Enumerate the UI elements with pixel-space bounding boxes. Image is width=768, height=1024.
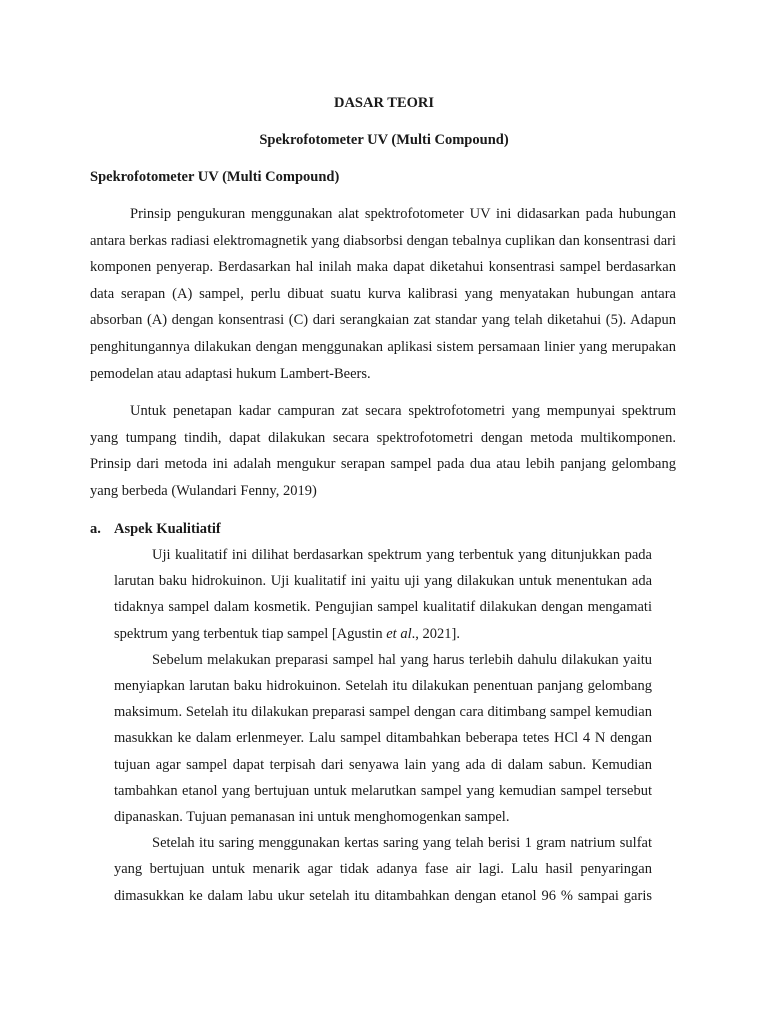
paragraph-1: Prinsip pengukuran menggunakan alat spektrofotometer UV ini didasarkan pada hubungan antara berkas radiasi elektromagnetik yang diabsorbsi dengan tebalnya cuplikan dan konsentrasi dari komponen penyerap. Berdasarkan hal inilah maka dapat diketahui konsentrasi sampel berdasarkan data serapan (A) sampel, perlu dibuat suatu kurva kalibrasi yang menyatakan hubungan antara absorban (A) dengan konsentrasi (C) dari serangkaian zat standar yang telah diketahui (5). Adapun penghitungannya dilakukan dengan menggunakan aplikasi sistem persamaan linier yang merupakan pemodelan atau adaptasi hukum Lambert-Beers. xyxy=(90,206,676,382)
subparagraph-1: Uji kualitatif ini dilihat berdasarkan spektrum yang terbentuk yang ditunjukkan pada larutan baku hidrokuinon. Uji kualitatif ini yaitu uji yang dilakukan untuk menentukan ada tidaknya sampel dalam kosmetik. Pengujian sampel kualitatif dilakukan dengan mengamati spektrum yang terbentuk tiap sampel [Agustin et al., 2021]. xyxy=(114,547,652,642)
subparagraph-3: Setelah itu saring menggunakan kertas saring yang telah berisi 1 gram natrium sulfat yang bertujuan untuk menarik agar tidak adanya fase air lagi. Lalu hasil penyaringan dimasukkan ke dalam labu ukur setelah itu ditambahkan dengan etanol 96 % sampai garis xyxy=(114,835,652,904)
section-title: Spekrofotometer UV (Multi Compound) xyxy=(90,169,340,185)
paragraph-2: Untuk penetapan kadar campuran zat secara spektrofotometri yang mempunyai spektrum yang tumpang tindih, dapat dilakukan secara spektrofotometri dengan metoda multikomponen. Prinsip dari metoda ini adalah mengukur serapan sampel pada dua atau lebih panjang gelombang yang berbeda (Wulandari Fenny, 2019) xyxy=(90,403,676,499)
subparagraph-2: Sebelum melakukan preparasi sampel hal yang harus terlebih dahulu dilakukan yaitu menyiapkan larutan baku hidrokuinon. Setelah itu dilakukan penentuan panjang gelombang maksimum. Setelah itu dilakukan preparasi sampel dengan cara ditimbang sampel kemudian masukkan ke dalam erlenmeyer. Lalu sampel ditambahkan beberapa tetes HCl 4 N dengan tujuan agar sampel dapat terpisah dari senyawa lain yang ada di dalam sabun. Kemudian tambahkan etanol yang bertujuan untuk melarutkan sampel yang kemudian sampel tersebut dipanaskan. Tujuan pemanasan ini untuk menghomogenkan sampel. xyxy=(114,651,652,826)
page-title: DASAR TEORI xyxy=(333,95,435,111)
list-item-body xyxy=(114,542,652,909)
page-subtitle: Spekrofotometer UV (Multi Compound) xyxy=(259,132,509,148)
list-marker: a. xyxy=(90,521,101,537)
list-item-title: Aspek Kualitiatif xyxy=(114,521,221,537)
italic-citation: et al xyxy=(386,625,412,642)
